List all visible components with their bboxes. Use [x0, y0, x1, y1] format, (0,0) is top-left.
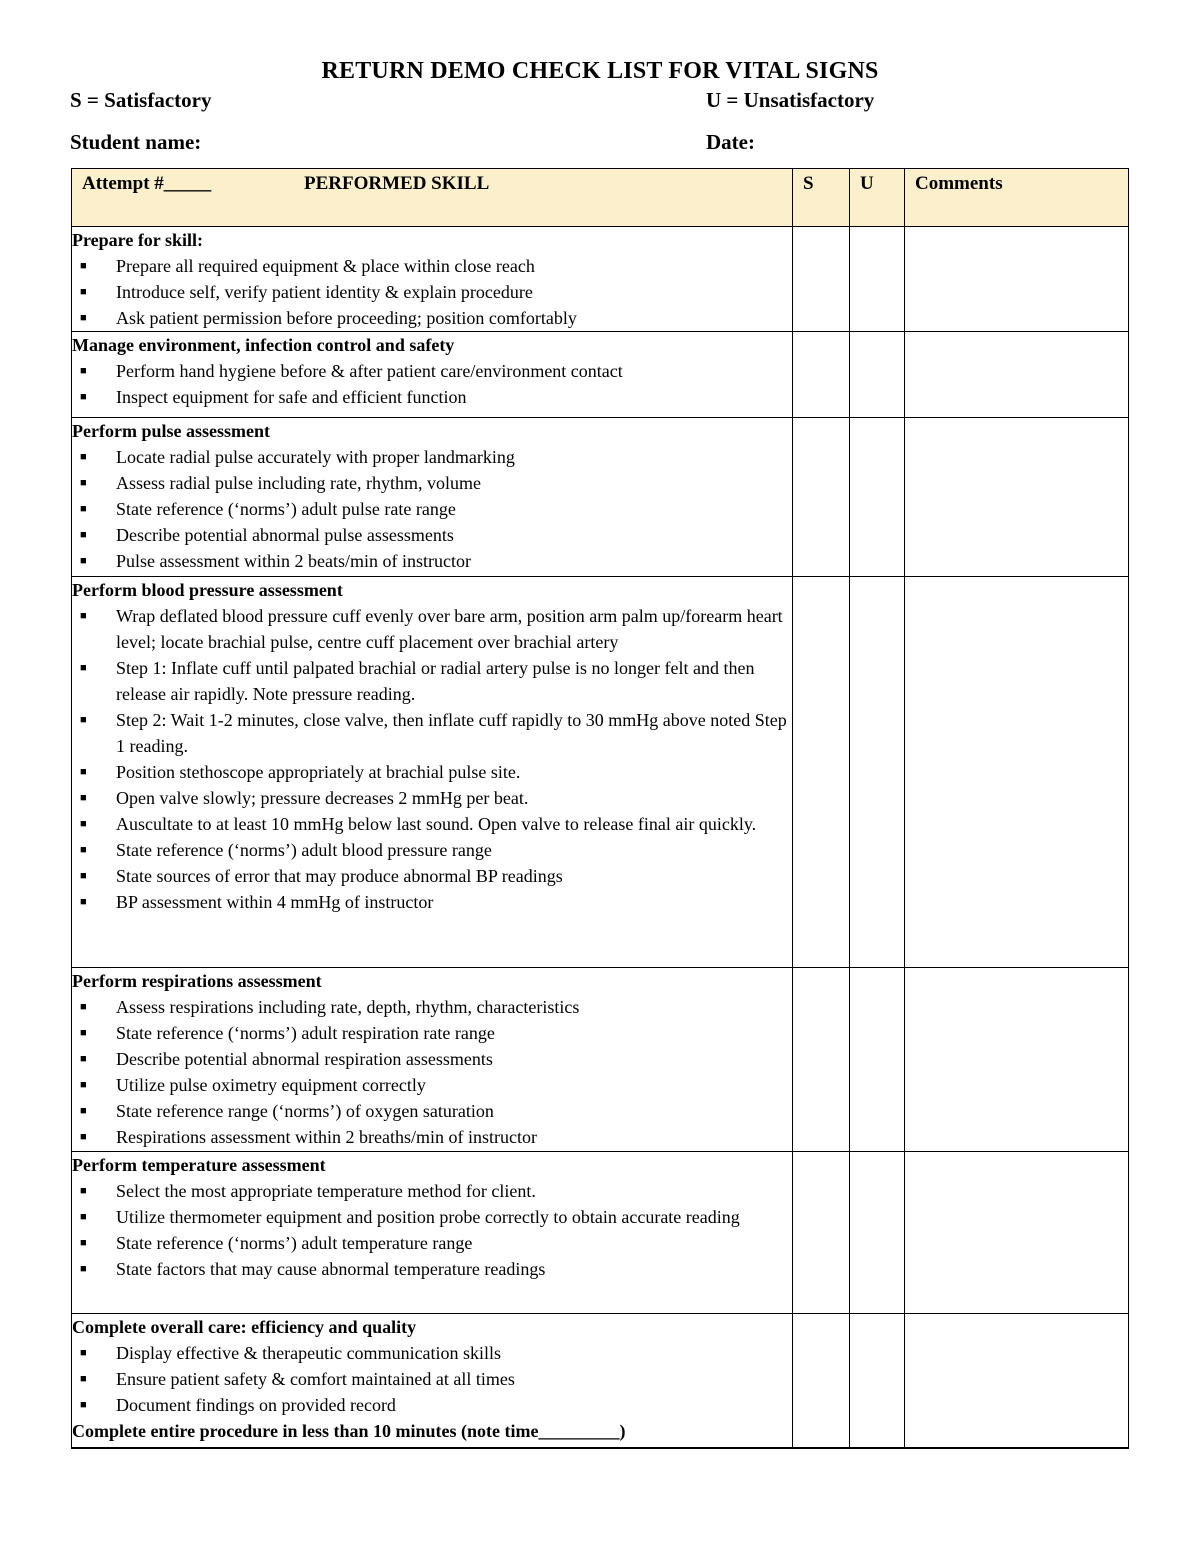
bullet-icon: ■	[80, 1237, 87, 1249]
skill-item: ■ Pulse assessment within 2 beats/min of instructor	[72, 548, 792, 574]
bullet-icon: ■	[80, 286, 87, 298]
section-title: Perform blood pressure assessment	[72, 580, 343, 600]
skill-item: ■ State reference range (‘norms’) of oxygen saturation	[72, 1098, 792, 1124]
skill-item: ■ Locate radial pulse accurately with proper landmarking	[72, 444, 792, 470]
skill-item: ■ Introduce self, verify patient identity & explain procedure	[72, 279, 792, 305]
skill-item: ■ Respirations assessment within 2 breaths/min of instructor	[72, 1124, 792, 1150]
skill-item: ■ Wrap deflated blood pressure cuff evenly over bare arm, position arm palm up/forearm heart level; locate brachial pulse, centre cuff placement over brachial artery	[72, 603, 792, 655]
date-label: Date:	[706, 130, 755, 154]
satisfactory-cell[interactable]	[793, 1152, 850, 1314]
skill-item: ■ Ensure patient safety & comfort maintained at all times	[72, 1366, 792, 1392]
skill-item: ■ State reference (‘norms’) adult temperature range	[72, 1230, 792, 1256]
skill-item: ■ Document findings on provided record	[72, 1392, 792, 1418]
unsatisfactory-cell[interactable]	[850, 1152, 905, 1314]
satisfactory-cell[interactable]	[793, 577, 850, 968]
skill-item: ■ Assess respirations including rate, depth, rhythm, characteristics	[72, 994, 792, 1020]
bullet-icon: ■	[80, 818, 87, 830]
section-title: Prepare for skill:	[72, 230, 203, 250]
comments-column-header: Comments	[905, 169, 1129, 227]
bullet-icon: ■	[80, 1105, 87, 1117]
student-name-label: Student name:	[70, 130, 202, 154]
skill-item: ■ Position stethoscope appropriately at brachial pulse site.	[72, 759, 792, 785]
unsatisfactory-cell[interactable]	[850, 227, 905, 332]
legend-satisfactory: S = Satisfactory	[70, 88, 212, 112]
bullet-icon: ■	[80, 391, 87, 403]
skill-item-list	[72, 603, 792, 915]
skill-cell	[72, 1152, 793, 1314]
unsatisfactory-column-header: U	[850, 169, 905, 227]
bullet-icon: ■	[80, 870, 87, 882]
section-row-pulse	[72, 418, 1129, 577]
section-title: Manage environment, infection control and safety	[72, 335, 455, 355]
skill-cell	[72, 332, 793, 418]
skill-item-list	[72, 994, 792, 1150]
section-title: Perform pulse assessment	[72, 421, 270, 441]
bullet-icon: ■	[80, 555, 87, 567]
satisfactory-cell[interactable]	[793, 332, 850, 418]
skill-item: ■ State reference (‘norms’) adult blood pressure range	[72, 837, 792, 863]
skill-cell	[72, 968, 793, 1152]
bullet-icon: ■	[80, 844, 87, 856]
satisfactory-column-header: S	[793, 169, 850, 227]
checklist-table	[71, 168, 1129, 1449]
satisfactory-cell[interactable]	[793, 418, 850, 577]
bullet-icon: ■	[80, 766, 87, 778]
bullet-icon: ■	[80, 260, 87, 272]
section-row-temperature	[72, 1152, 1129, 1314]
legend-unsatisfactory: U = Unsatisfactory	[706, 88, 875, 112]
unsatisfactory-cell[interactable]	[850, 577, 905, 968]
time-requirement-line: Complete entire procedure in less than 10 minutes (note time_________)	[72, 1421, 626, 1441]
skill-item: ■ Describe potential abnormal pulse assessments	[72, 522, 792, 548]
skill-item: ■ Perform hand hygiene before & after patient care/environment contact	[72, 358, 792, 384]
unsatisfactory-cell[interactable]	[850, 1314, 905, 1449]
page-title: RETURN DEMO CHECK LIST FOR VITAL SIGNS	[321, 58, 879, 84]
satisfactory-cell[interactable]	[793, 227, 850, 332]
comments-cell[interactable]	[905, 968, 1129, 1152]
skill-item-list	[72, 1340, 792, 1418]
skill-item-list	[72, 444, 792, 574]
skill-item: ■ BP assessment within 4 mmHg of instructor	[72, 889, 792, 915]
table-header-row	[72, 169, 1129, 227]
bullet-icon: ■	[80, 1211, 87, 1223]
skill-item: ■ Inspect equipment for safe and efficient function	[72, 384, 792, 410]
bullet-icon: ■	[80, 896, 87, 908]
skill-item: ■ Assess radial pulse including rate, rhythm, volume	[72, 470, 792, 496]
comments-cell[interactable]	[905, 227, 1129, 332]
bullet-icon: ■	[80, 365, 87, 377]
comments-cell[interactable]	[905, 1314, 1129, 1449]
comments-cell[interactable]	[905, 577, 1129, 968]
bullet-icon: ■	[80, 529, 87, 541]
section-title: Perform respirations assessment	[72, 971, 322, 991]
bullet-icon: ■	[80, 610, 87, 622]
bullet-icon: ■	[80, 1399, 87, 1411]
skill-item: ■ State sources of error that may produce abnormal BP readings	[72, 863, 792, 889]
comments-cell[interactable]	[905, 332, 1129, 418]
bullet-icon: ■	[80, 1053, 87, 1065]
section-title: Complete overall care: efficiency and quality	[72, 1317, 417, 1337]
comments-cell[interactable]	[905, 1152, 1129, 1314]
skill-item: ■ Step 1: Inflate cuff until palpated brachial or radial artery pulse is no longer felt and then release air rapidly. Note pressure reading.	[72, 655, 792, 707]
satisfactory-cell[interactable]	[793, 1314, 850, 1449]
skill-item: ■ Describe potential abnormal respiration assessments	[72, 1046, 792, 1072]
bullet-icon: ■	[80, 1001, 87, 1013]
skill-item: ■ Utilize thermometer equipment and position probe correctly to obtain accurate reading	[72, 1204, 792, 1230]
section-row-respirations	[72, 968, 1129, 1152]
section-row-environment	[72, 332, 1129, 418]
bullet-icon: ■	[80, 451, 87, 463]
unsatisfactory-cell[interactable]	[850, 332, 905, 418]
bullet-icon: ■	[80, 1079, 87, 1091]
bullet-icon: ■	[80, 662, 87, 674]
section-title: Perform temperature assessment	[72, 1155, 326, 1175]
bullet-icon: ■	[80, 503, 87, 515]
skill-item: ■ State reference (‘norms’) adult pulse rate range	[72, 496, 792, 522]
unsatisfactory-cell[interactable]	[850, 968, 905, 1152]
skill-item: ■ Open valve slowly; pressure decreases 2 mmHg per beat.	[72, 785, 792, 811]
skill-item: ■ Select the most appropriate temperature method for client.	[72, 1178, 792, 1204]
header-skill-cell	[72, 169, 793, 227]
skill-item: ■ Ask patient permission before proceeding; position comfortably	[72, 305, 792, 331]
skill-cell	[72, 1314, 793, 1449]
skill-item-list	[72, 253, 792, 331]
skill-item: ■ Display effective & therapeutic communication skills	[72, 1340, 792, 1366]
skill-item: ■ Auscultate to at least 10 mmHg below last sound. Open valve to release final air quickly.	[72, 811, 792, 837]
attempt-number-label: Attempt #_____	[82, 173, 212, 194]
bullet-icon: ■	[80, 714, 87, 726]
bullet-icon: ■	[80, 792, 87, 804]
bullet-icon: ■	[80, 1373, 87, 1385]
skill-item: ■ State reference (‘norms’) adult respiration rate range	[72, 1020, 792, 1046]
bullet-icon: ■	[80, 1263, 87, 1275]
skill-item-list	[72, 358, 792, 410]
bullet-icon: ■	[80, 1131, 87, 1143]
bullet-icon: ■	[80, 477, 87, 489]
bullet-icon: ■	[80, 1185, 87, 1197]
section-row-prepare	[72, 227, 1129, 332]
comments-cell[interactable]	[905, 418, 1129, 577]
bullet-icon: ■	[80, 312, 87, 324]
skill-item: ■ Step 2: Wait 1-2 minutes, close valve, then inflate cuff rapidly to 30 mmHg above noted Step 1 reading.	[72, 707, 792, 759]
bullet-icon: ■	[80, 1027, 87, 1039]
skill-cell	[72, 577, 793, 968]
skill-cell	[72, 227, 793, 332]
skill-item: ■ State factors that may cause abnormal temperature readings	[72, 1256, 792, 1282]
skill-item-list	[72, 1178, 792, 1282]
section-row-overall-care	[72, 1314, 1129, 1449]
performed-skill-header: PERFORMED SKILL	[304, 173, 490, 194]
section-row-blood-pressure	[72, 577, 1129, 968]
unsatisfactory-cell[interactable]	[850, 418, 905, 577]
bullet-icon: ■	[80, 1347, 87, 1359]
skill-cell	[72, 418, 793, 577]
skill-item: ■ Utilize pulse oximetry equipment correctly	[72, 1072, 792, 1098]
skill-item: ■ Prepare all required equipment & place within close reach	[72, 253, 792, 279]
satisfactory-cell[interactable]	[793, 968, 850, 1152]
